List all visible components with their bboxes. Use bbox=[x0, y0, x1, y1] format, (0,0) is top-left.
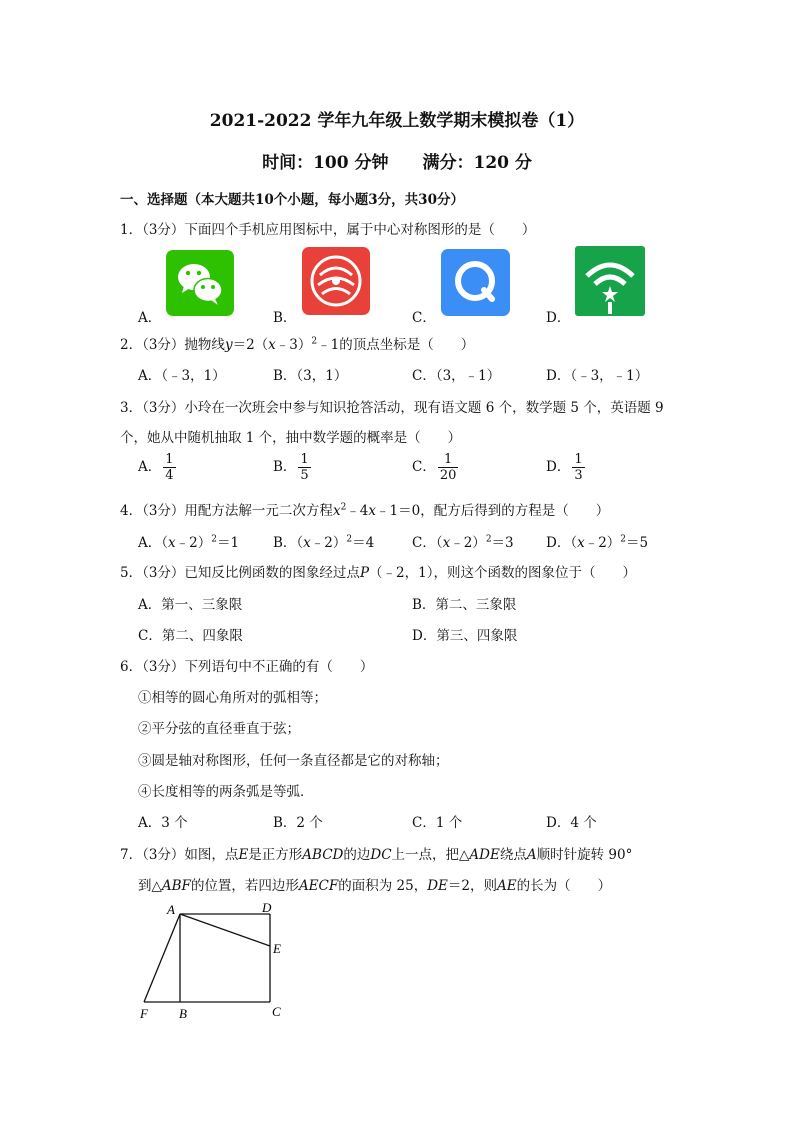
question-7-line-1: 7．（3分）如图，点E是正方形ABCD的边DC上一点，把△ADE绕点A顺时针旋转 90° bbox=[120, 847, 633, 863]
q5-option-d: D．第三、四象限 bbox=[412, 628, 518, 644]
q6-statement-3: ③圆是轴对称图形，任何一条直径都是它的对称轴； bbox=[138, 753, 449, 769]
label-b: B bbox=[179, 1006, 187, 1021]
q1-option-b: B． bbox=[273, 310, 297, 326]
browser-search-icon bbox=[441, 249, 510, 316]
q7-geometry-figure bbox=[134, 898, 294, 1024]
q3-option-a: A． $\frac{1}{4}$ bbox=[138, 452, 174, 483]
q5-option-a: A．第一、三象限 bbox=[138, 597, 243, 613]
q4-option-c: C．（x﹣2）$^2$＝3 bbox=[412, 534, 514, 551]
label-a: A bbox=[167, 902, 175, 917]
q5-option-b: B．第二、三象限 bbox=[412, 597, 517, 613]
q3-option-c: C． $\frac{1}{20}$ bbox=[412, 452, 457, 483]
label-c: C bbox=[272, 1004, 281, 1019]
q3-option-d: D． $\frac{1}{3}$ bbox=[546, 452, 583, 483]
wechat-icon bbox=[166, 250, 234, 316]
q5-option-c: C．第二、四象限 bbox=[138, 628, 243, 644]
label-d: D bbox=[262, 900, 272, 915]
label-f: F bbox=[140, 1006, 148, 1021]
q4-option-a: A．（x﹣2）$^2$＝1 bbox=[138, 534, 240, 551]
question-3-line-2: 个，她从中随机抽取 1 个，抽中数学题的概率是（ ） bbox=[120, 430, 462, 446]
q2-option-d: D．（﹣3，﹣1） bbox=[546, 368, 649, 384]
q4-option-d: D．（x﹣2）$^2$＝5 bbox=[546, 534, 649, 551]
q2-option-b: B．（3，1） bbox=[273, 368, 348, 384]
q6-option-d: D．4 个 bbox=[546, 815, 597, 831]
q2-option-c: C．（3，﹣1） bbox=[412, 368, 501, 384]
q1-option-d: D． bbox=[546, 310, 571, 326]
q6-option-a: A．3 个 bbox=[138, 815, 188, 831]
q6-statement-4: ④长度相等的两条弧是等弧． bbox=[138, 784, 314, 800]
segment-ae bbox=[180, 914, 270, 946]
sohu-icon bbox=[302, 247, 370, 315]
question-5-stem: 5．（3分）已知反比例函数的图象经过点P（﹣2，1），则这个函数的图象位于（ ） bbox=[120, 565, 636, 581]
exam-info: 时间：100 分钟 满分：120 分 bbox=[262, 153, 532, 173]
section-heading: 一、选择题（本大题共10个小题，每小题3分，共30分） bbox=[120, 192, 464, 208]
q1-option-c: C． bbox=[412, 310, 436, 326]
segment-af bbox=[144, 914, 180, 1002]
q6-statement-1: ①相等的圆心角所对的弧相等； bbox=[138, 690, 327, 706]
label-e: E bbox=[273, 941, 281, 956]
question-3-line-1: 3．（3分）小玲在一次班会中参与知识抢答活动，现有语文题 6 个，数学题 5 个，英语题 9 bbox=[120, 400, 664, 416]
question-2-stem: 2．（3分）抛物线y＝2（x﹣3）$^2$﹣1的顶点坐标是（ ） bbox=[120, 336, 475, 353]
q6-statement-2: ②平分弦的直径垂直于弦； bbox=[138, 721, 300, 737]
q6-option-c: C．1 个 bbox=[412, 815, 463, 831]
q6-option-b: B．2 个 bbox=[273, 815, 323, 831]
page-title: 2021-2022 学年九年级上数学期末模拟卷（1） bbox=[209, 111, 585, 131]
wifi-icon bbox=[575, 246, 645, 316]
question-7-line-2: 到△ABF的位置，若四边形AECF的面积为 25，DE＝2，则AE的长为（ ） bbox=[138, 878, 612, 894]
q3-option-b: B． $\frac{1}{5}$ bbox=[273, 452, 309, 483]
q1-option-a: A． bbox=[138, 310, 162, 326]
q2-option-a: A．（﹣3，1） bbox=[138, 368, 226, 384]
question-6-stem: 6．（3分）下列语句中不正确的有（ ） bbox=[120, 659, 374, 675]
question-1-stem: 1．（3分）下面四个手机应用图标中，属于中心对称图形的是（ ） bbox=[120, 222, 536, 238]
question-4-stem: 4．（3分）用配方法解一元二次方程$x^2﹣4x﹣1=0$，配方后得到的方程是（ ） bbox=[120, 502, 610, 519]
q4-option-b: B．（x﹣2）$^2$＝4 bbox=[273, 534, 375, 551]
